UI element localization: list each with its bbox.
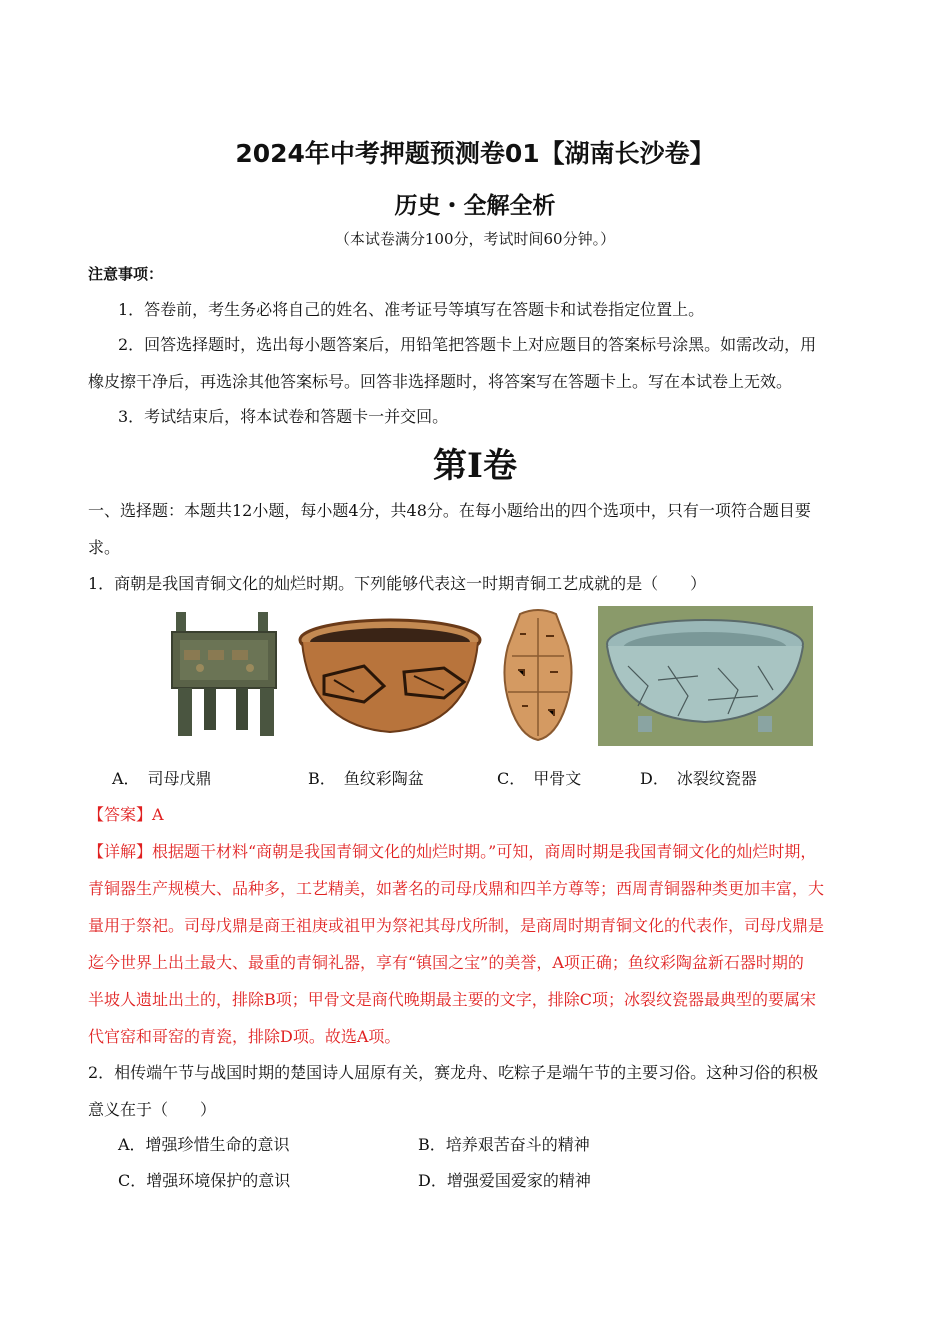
exam-subtitle: 历史・全解全析 [394,193,556,219]
q1-option-c[interactable]: C． 甲骨文 [497,769,582,788]
q1-option-d[interactable]: D． 冰裂纹瓷器 [640,769,757,788]
q1-detail-line: 青铜器生产规模大、品种多，工艺精美，如著名的司母戊鼎和四羊方尊等；西周青铜器种类更加丰富，大 [88,879,825,898]
note-item-2-line1: 2．回答选择题时，选出每小题答案后，用铅笔把答题卡上对应题目的答案标号涂黑。如需改动，用 [118,335,817,354]
note-item-2-line2: 橡皮擦干净后，再选涂其他答案标号。回答非选择题时，将答案写在答题卡上。写在本试卷上无效。 [88,372,793,391]
q2-stem-line2: 意义在于（ ） [88,1100,217,1119]
q2-option-d[interactable]: D．增强爱国爱家的精神 [418,1171,591,1190]
crackle-porcelain-image [598,606,813,746]
q1-detail-line: 【详解】根据题干材料“商朝是我国青铜文化的灿烂时期。”可知，商周时期是我国青铜文化的灿烂时期， [88,842,817,861]
notes-heading: 注意事项： [88,265,164,283]
fish-pottery-basin-image [294,606,486,746]
q1-detail-line: 量用于祭祀。司母戊鼎是商王祖庚或祖甲为祭祀其母戊所制，是商周时期青铜文化的代表作，司母戊鼎是 [88,916,825,935]
q1-answer: 【答案】A [88,805,164,824]
section-1-line2: 求。 [88,538,121,557]
simuwu-ding-image [160,606,290,746]
volume-heading: 第Ⅰ卷 [433,446,517,486]
q2-stem-line1: 2．相传端午节与战国时期的楚国诗人屈原有关，赛龙舟、吃粽子是端午节的主要习俗。这种习俗的积极 [88,1063,819,1082]
q1-stem: 1．商朝是我国青铜文化的灿烂时期。下列能够代表这一时期青铜工艺成就的是（ ） [88,574,707,593]
exam-title: 2024年中考押题预测卷01【湖南长沙卷】 [235,139,715,168]
q1-detail-line: 代官窑和哥窑的青瓷，排除D项。故选A项。 [88,1027,401,1046]
section-1-line1: 一、选择题：本题共12小题，每小题4分，共48分。在每小题给出的四个选项中，只有一项符合题目要 [88,501,811,520]
q2-option-c[interactable]: C．增强环境保护的意识 [118,1171,291,1190]
note-item-3: 3．考试结束后，将本试卷和答题卡一并交回。 [118,407,449,426]
q1-option-b[interactable]: B． 鱼纹彩陶盆 [308,769,424,788]
q2-option-b[interactable]: B．培养艰苦奋斗的精神 [418,1135,590,1154]
q1-detail-line: 迄今世界上出土最大、最重的青铜礼器，享有“镇国之宝”的美誉，A项正确；鱼纹彩陶盆新石器时期的 [88,953,804,972]
q1-option-a[interactable]: A． 司母戊鼎 [112,769,212,788]
oracle-bone-image [490,606,586,746]
q1-detail-line: 半坡人遗址出土的，排除B项；甲骨文是商代晚期最主要的文字，排除C项；冰裂纹瓷器最典型的要属宋 [88,990,817,1009]
q2-option-a[interactable]: A．增强珍惜生命的意识 [118,1135,290,1154]
note-item-1: 1．答卷前，考生务必将自己的姓名、准考证号等填写在答题卡和试卷指定位置上。 [118,300,705,319]
exam-info: （本试卷满分100分，考试时间60分钟。） [334,230,616,248]
